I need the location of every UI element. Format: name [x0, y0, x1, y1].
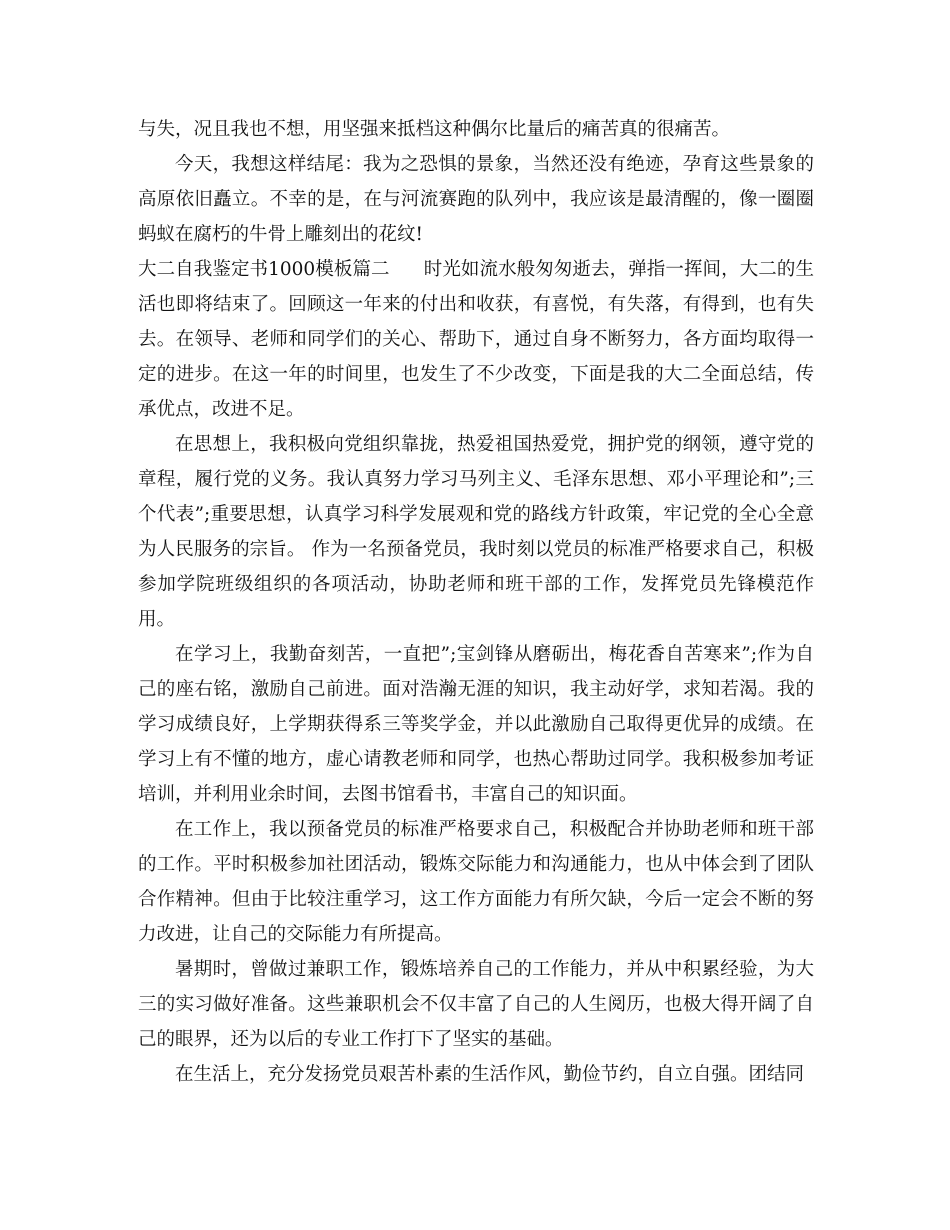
paragraph-life: 在生活上，充分发扬党员艰苦朴素的生活作风，勤俭节约，自立自强。团结同 [175, 1064, 805, 1085]
paragraph-work: 在工作上，我以预备党员的标准严格要求自己，积极配合并协助老师和班干部的工作。平时积极参加社团活动，锻炼交际能力和沟通能力，也从中体会到了团队合作精神。但由于比较注重学习，这工作方面能力有所欠缺，今后一定会不断的努力改进，让自己的交际能力有所提高。 [138, 819, 814, 945]
section-intro-text: 时光如流水般匆匆逝去，弹指一挥间，大二的生活也即将结束了。回顾这一年来的付出和收获，有喜悦，有失落，有得到，也有失去。在领导、老师和同学们的关心、帮助下，通过自身不断努力，各方面均取得一定的进步。在这一年的时间里，也发生了不少改变，下面是我的大二全面总结，传承优点，改进不足。 [138, 259, 814, 420]
paragraph-summer: 暑期时，曾做过兼职工作，锻炼培养自己的工作能力，并从中积累经验，为大三的实习做好准备。这些兼职机会不仅丰富了自己的人生阅历，也极大得开阔了自己的眼界，还为以后的专业工作打下了坚实的基础。 [138, 959, 814, 1050]
paragraph-continued: 与失，况且我也不想，用坚强来抵档这种偶尔比量后的痛苦真的很痛苦。 [138, 119, 731, 140]
section-paragraph [138, 252, 814, 427]
paragraph-ideology: 在思想上，我积极向党组织靠拢，热爱祖国热爱党，拥护党的纲领，遵守党的章程，履行党的义务。我认真努力学习马列主义、毛泽东思想、邓小平理论和”;三个代表”;重要思想，认真学习科学发展观和党的路线方针政策，牢记党的全心全意为人民服务的宗旨。 作为一名预备党员，我时刻以党员的标准严格要求自己，积极参加学院班级组织的各项活动，协助老师和班干部的工作，发挥党员先锋模范作用。 [138, 434, 814, 630]
paragraph-conclusion: 今天，我想这样结尾：我为之恐惧的景象，当然还没有绝迹，孕育这些景象的高原依旧矗立。不幸的是，在与河流赛跑的队列中，我应该是最清醒的，像一圈圈蚂蚁在腐朽的牛骨上雕刻出的花纹! [138, 154, 814, 245]
paragraph-study: 在学习上，我勤奋刻苦，一直把”;宝剑锋从磨砺出，梅花香自苦寒来”;作为自己的座右铭，激励自己前进。面对浩瀚无涯的知识，我主动好学，求知若渴。我的学习成绩良好，上学期获得系三等奖学金，并以此激励自己取得更优异的成绩。在学习上有不懂的地方，虚心请教老师和同学，也热心帮助过同学。我积极参加考证培训，并利用业余时间，去图书馆看书，丰富自己的知识面。 [138, 644, 814, 805]
section-title: 大二自我鉴定书1000模板篇二 [138, 259, 390, 280]
document-page [138, 112, 814, 1092]
